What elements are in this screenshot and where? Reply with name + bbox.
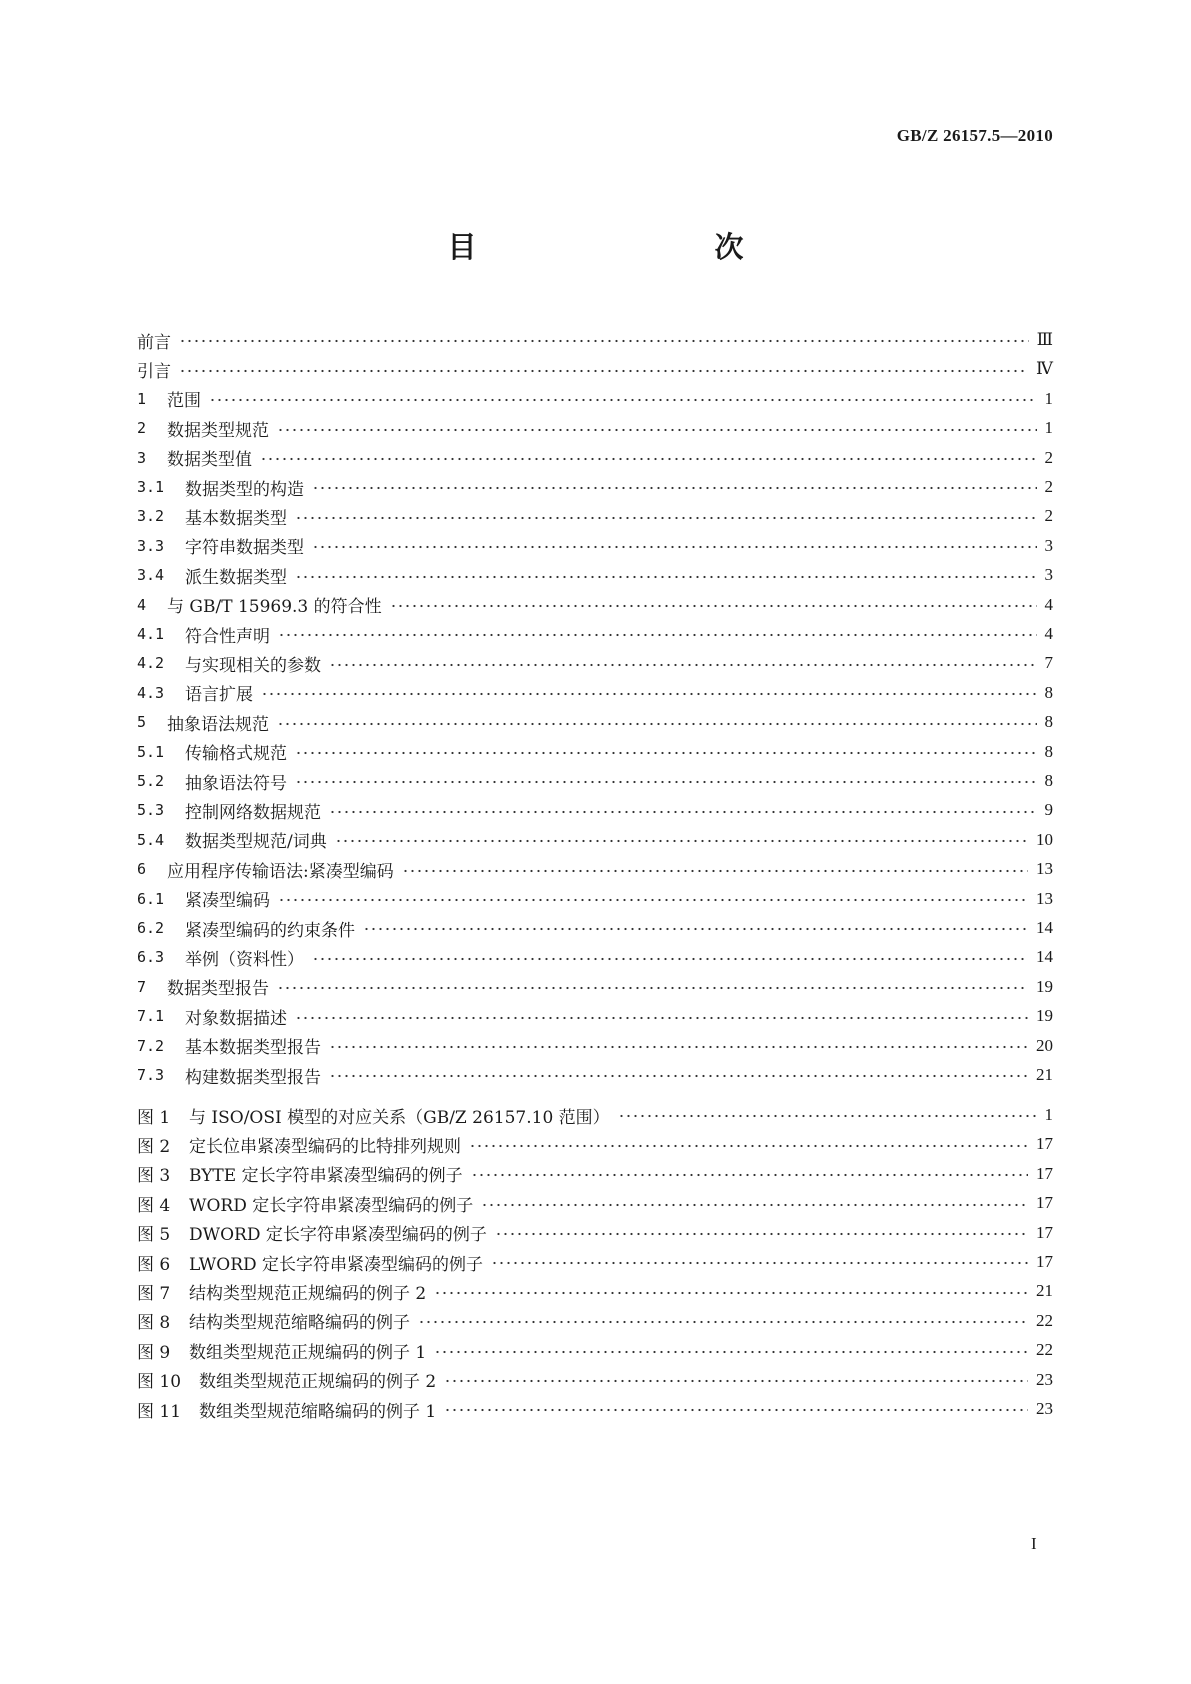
- standard-number: GB/Z 26157.5—2010: [896, 126, 1053, 145]
- page-reference: 13: [1036, 859, 1053, 879]
- figure-number: 图 5: [137, 1225, 171, 1246]
- page-reference: 19: [1036, 1006, 1053, 1026]
- page-reference: 2: [1044, 477, 1053, 496]
- dot-leader: [179, 332, 1029, 348]
- toc-item[interactable]: [137, 531, 1053, 561]
- figure-list-item[interactable]: [137, 1188, 1053, 1218]
- figure-number: 图 2: [137, 1136, 171, 1157]
- toc-item[interactable]: [137, 678, 1053, 708]
- section-number: 6.1: [137, 889, 165, 908]
- toc-item[interactable]: [137, 766, 1053, 796]
- section-title: 紧凑型编码的约束条件: [185, 920, 355, 941]
- page-number-footer: I: [1031, 1534, 1037, 1553]
- dot-leader: [495, 1225, 1028, 1241]
- page-reference: 8: [1044, 682, 1053, 702]
- dot-leader: [329, 802, 1037, 818]
- page-reference: 17: [1036, 1134, 1053, 1154]
- figure-number: 图 6: [137, 1254, 171, 1275]
- section-title: 传输格式规范: [185, 744, 287, 765]
- section-number: 7.3: [137, 1066, 165, 1084]
- page-reference: 13: [1036, 888, 1053, 908]
- section-title: 紧凑型编码: [185, 891, 270, 912]
- page-reference: 2: [1044, 506, 1053, 526]
- figure-title: 结构类型规范缩略编码的例子: [189, 1313, 410, 1334]
- page-reference: 7: [1044, 653, 1053, 673]
- page-reference: 14: [1036, 947, 1053, 967]
- section-title: 对象数据描述: [185, 1008, 287, 1029]
- section-number: 6.2: [137, 919, 165, 937]
- dot-leader: [179, 361, 1028, 377]
- section-number: 5.4: [137, 830, 165, 849]
- toc-item[interactable]: [137, 884, 1053, 914]
- dot-leader: [329, 1038, 1028, 1054]
- dot-leader: [312, 479, 1037, 495]
- section-title: 数据类型的构造: [185, 479, 304, 500]
- section-title: 范围: [167, 391, 201, 412]
- section-number: 3.2: [137, 507, 165, 526]
- dot-leader: [335, 832, 1028, 848]
- page-reference: 3: [1044, 565, 1053, 585]
- page-reference: 1: [1044, 388, 1053, 408]
- dot-leader: [277, 420, 1037, 436]
- section-title: 应用程序传输语法:紧凑型编码: [167, 861, 394, 882]
- section-title: 前言: [137, 332, 171, 353]
- page-reference: 23: [1036, 1369, 1053, 1389]
- page-reference: Ⅳ: [1036, 359, 1053, 379]
- section-title: 字符串数据类型: [185, 538, 304, 559]
- dot-leader: [471, 1166, 1028, 1182]
- figure-title: LWORD 定长字符串紧凑型编码的例子: [189, 1254, 484, 1275]
- page-reference: 17: [1036, 1252, 1053, 1271]
- figure-title: 数组类型规范正规编码的例子 2: [199, 1372, 437, 1393]
- section-title: 基本数据类型报告: [185, 1038, 321, 1059]
- dot-leader: [312, 538, 1037, 554]
- figure-list-item[interactable]: [137, 1100, 1053, 1130]
- page-reference: 21: [1036, 1065, 1053, 1084]
- toc-item[interactable]: [137, 413, 1053, 443]
- toc-item[interactable]: [137, 354, 1053, 384]
- figure-list-item[interactable]: [137, 1394, 1053, 1424]
- section-number: 5.2: [137, 772, 165, 790]
- dot-leader: [418, 1313, 1028, 1329]
- page-reference: 10: [1036, 829, 1053, 849]
- section-number: 7: [137, 977, 147, 996]
- figure-list-item[interactable]: [137, 1218, 1053, 1248]
- dot-leader: [491, 1254, 1028, 1270]
- section-number: 3.1: [137, 478, 165, 496]
- figure-title: BYTE 定长字符串紧凑型编码的例子: [189, 1166, 463, 1187]
- figure-title: WORD 定长字符串紧凑型编码的例子: [189, 1195, 474, 1216]
- page-reference: 21: [1036, 1281, 1053, 1301]
- toc-item[interactable]: [137, 707, 1053, 737]
- dot-leader: [295, 744, 1037, 760]
- figure-title: DWORD 定长字符串紧凑型编码的例子: [189, 1225, 487, 1246]
- toc-item[interactable]: [137, 590, 1053, 620]
- page-title: 目 次: [447, 230, 804, 264]
- toc-item[interactable]: [137, 1001, 1053, 1031]
- section-number: 4.3: [137, 683, 165, 702]
- section-title: 抽象语法符号: [185, 773, 287, 794]
- page-reference: 17: [1036, 1222, 1053, 1242]
- section-title: 引言: [137, 361, 171, 382]
- section-title: 控制网络数据规范: [185, 802, 321, 823]
- section-number: 5.1: [137, 742, 165, 761]
- dot-leader: [312, 949, 1028, 965]
- section-number: 3.3: [137, 536, 165, 555]
- dot-leader: [329, 1067, 1028, 1083]
- section-title: 语言扩展: [185, 685, 253, 706]
- toc-item[interactable]: [137, 648, 1053, 678]
- page-reference: 17: [1036, 1163, 1053, 1183]
- figure-title: 数组类型规范缩略编码的例子 1: [199, 1401, 437, 1422]
- toc-item[interactable]: [137, 737, 1053, 767]
- figure-list-item[interactable]: [137, 1276, 1053, 1306]
- dot-leader: [444, 1401, 1028, 1417]
- section-title: 与 GB/T 15969.3 的符合性: [167, 597, 382, 618]
- section-title: 数据类型值: [167, 450, 252, 471]
- page-reference: 22: [1036, 1310, 1053, 1330]
- page-reference: 2: [1044, 447, 1053, 467]
- dot-leader: [434, 1342, 1028, 1358]
- toc-item[interactable]: [137, 619, 1053, 649]
- dot-leader: [618, 1107, 1037, 1123]
- toc-item[interactable]: [137, 1031, 1053, 1061]
- page-reference: 8: [1044, 771, 1053, 790]
- dot-leader: [295, 567, 1037, 583]
- figure-list-item[interactable]: [137, 1306, 1053, 1336]
- toc-item[interactable]: [137, 972, 1053, 1002]
- toc-item[interactable]: [137, 325, 1053, 355]
- section-title: 基本数据类型: [185, 508, 287, 529]
- figure-number: 图 4: [137, 1195, 171, 1216]
- toc-item[interactable]: [137, 825, 1053, 855]
- figure-list-item[interactable]: [137, 1247, 1053, 1277]
- section-title: 派生数据类型: [185, 567, 287, 588]
- section-title: 构建数据类型报告: [185, 1067, 321, 1088]
- section-number: 5: [137, 713, 147, 732]
- figure-number: 图 1: [137, 1107, 171, 1128]
- dot-leader: [469, 1136, 1028, 1152]
- section-number: 4: [137, 595, 147, 614]
- dot-leader: [260, 450, 1037, 466]
- page-reference: 1: [1044, 1105, 1053, 1124]
- toc-item[interactable]: [137, 384, 1053, 414]
- figure-title: 定长位串紧凑型编码的比特排列规则: [189, 1136, 461, 1157]
- dot-leader: [481, 1195, 1028, 1211]
- toc-item[interactable]: [137, 472, 1053, 502]
- section-number: 4.1: [137, 625, 165, 643]
- toc-item[interactable]: [137, 795, 1053, 825]
- figure-number: 图 3: [137, 1166, 171, 1187]
- section-number: 5.3: [137, 801, 165, 820]
- page-reference: 4: [1044, 624, 1053, 643]
- figure-number: 图 8: [137, 1313, 171, 1334]
- toc-item[interactable]: [137, 501, 1053, 531]
- toc-item[interactable]: [137, 1060, 1053, 1090]
- dot-leader: [277, 714, 1037, 730]
- dot-leader: [295, 1008, 1028, 1024]
- figure-title: 数组类型规范正规编码的例子 1: [189, 1342, 427, 1363]
- section-number: 6.3: [137, 948, 165, 967]
- figure-list-item[interactable]: [137, 1159, 1053, 1189]
- toc-item[interactable]: [137, 854, 1053, 884]
- dot-leader: [434, 1283, 1028, 1299]
- dot-leader: [363, 920, 1028, 936]
- dot-leader: [390, 597, 1037, 613]
- figure-title: 与 ISO/OSI 模型的对应关系（GB/Z 26157.10 范围）: [189, 1107, 610, 1128]
- dot-leader: [261, 685, 1037, 701]
- page-reference: 19: [1036, 976, 1053, 996]
- toc-item[interactable]: [137, 443, 1053, 473]
- section-title: 数据类型规范: [167, 420, 269, 441]
- figure-number: 图 11: [137, 1401, 182, 1422]
- figure-number: 图 7: [137, 1283, 171, 1304]
- page-reference: 8: [1044, 712, 1053, 732]
- dot-leader: [209, 391, 1037, 407]
- toc-item[interactable]: [137, 942, 1053, 972]
- dot-leader: [329, 655, 1037, 671]
- page-reference: Ⅲ: [1036, 330, 1053, 349]
- section-number: 3.4: [137, 566, 165, 585]
- section-number: 2: [137, 419, 147, 438]
- section-number: 6: [137, 860, 147, 879]
- dot-leader: [277, 979, 1028, 995]
- section-number: 3: [137, 448, 147, 467]
- section-number: 4.2: [137, 654, 165, 673]
- figure-list-item[interactable]: [137, 1365, 1053, 1395]
- section-number: 1: [137, 389, 147, 408]
- section-title: 举例（资料性）: [185, 949, 304, 970]
- section-number: 7.1: [137, 1007, 165, 1026]
- page-reference: 17: [1036, 1193, 1053, 1213]
- page-reference: 22: [1036, 1340, 1053, 1360]
- section-title: 数据类型规范/词典: [185, 832, 327, 853]
- figure-number: 图 10: [137, 1372, 182, 1393]
- figure-list-item[interactable]: [137, 1129, 1053, 1159]
- section-title: 符合性声明: [185, 626, 270, 647]
- dot-leader: [402, 861, 1028, 877]
- figure-list-item[interactable]: [137, 1335, 1053, 1365]
- section-number: 7.2: [137, 1036, 165, 1055]
- page-reference: 20: [1036, 1035, 1053, 1055]
- page-reference: 4: [1044, 594, 1053, 614]
- dot-leader: [295, 773, 1037, 789]
- page-reference: 3: [1044, 535, 1053, 555]
- dot-leader: [295, 508, 1037, 524]
- figure-title: 结构类型规范正规编码的例子 2: [189, 1283, 427, 1304]
- figure-number: 图 9: [137, 1342, 171, 1363]
- page-reference: 1: [1044, 418, 1053, 438]
- page-reference: 8: [1044, 741, 1053, 761]
- toc-item[interactable]: [137, 913, 1053, 943]
- page-reference: 14: [1036, 918, 1053, 937]
- section-title: 与实现相关的参数: [185, 655, 321, 676]
- dot-leader: [278, 626, 1037, 642]
- page-reference: 9: [1044, 800, 1053, 820]
- section-title: 抽象语法规范: [167, 714, 269, 735]
- page-reference: 23: [1036, 1399, 1053, 1418]
- dot-leader: [278, 891, 1028, 907]
- section-title: 数据类型报告: [167, 979, 269, 1000]
- dot-leader: [444, 1372, 1028, 1388]
- toc-item[interactable]: [137, 560, 1053, 590]
